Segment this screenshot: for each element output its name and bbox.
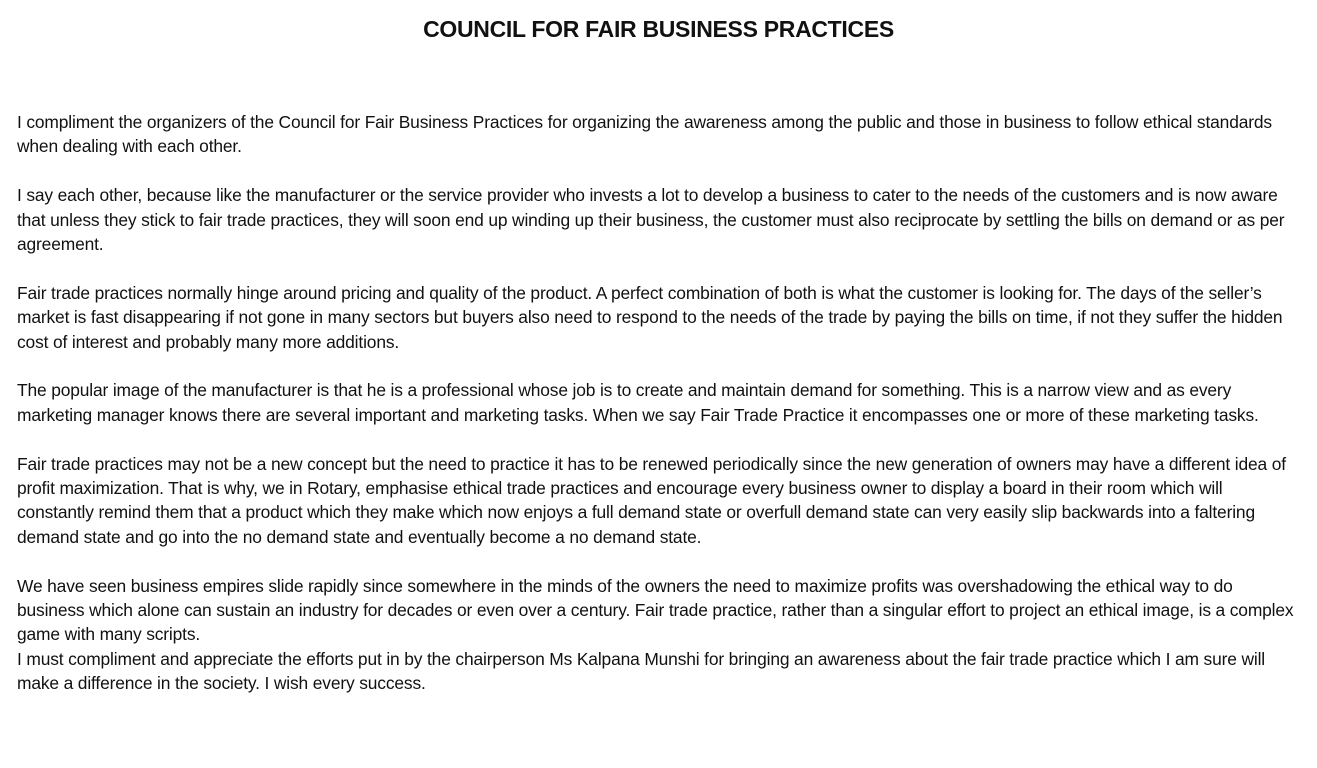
paragraph-3: Fair trade practices normally hinge around pricing and quality of the product. A perfect combination of both is what the customer is looking for. The days of the seller’s market is fast disappearing if not gone in many sectors but buyers also need to respond to the needs of the trade by paying the bills on time, if not they suffer the hidden cost of interest and probably many more additions. <box>17 282 1283 352</box>
paragraph-5: Fair trade practices may not be a new concept but the need to practice it has to be renewed periodically since the new generation of owners may have a different idea of profit maximization. That is why, we in Rotary, emphasise ethical trade practices and encourage every business owner to display a board in their room which will constantly remind them that a product which they make which now enjoys a full demand state or overfull demand state can very easily slip backwards into a faltering demand state and go into the no demand state and eventually become a no demand state. <box>17 453 1286 547</box>
paragraph-4: The popular image of the manufacturer is that he is a professional whose job is to create and maintain demand for something. This is a narrow view and as every marketing manager knows there are several important and marketing tasks. When we say Fair Trade Practice it encompasses one or more of these marketing tasks. <box>17 380 1259 425</box>
paragraph-7: I must compliment and appreciate the efforts put in by the chairperson Ms Kalpana Munshi for bringing an awareness about the fair trade practice which I am sure will make a difference in the society. I wish every success. <box>17 648 1266 694</box>
paragraph-2: I say each other, because like the manufacturer or the service provider who invests a lot to develop a business to cater to the needs of the customers and is now aware that unless they stick to fair trade practices, they will soon end up winding up their business, the customer must also reciprocate by settling the bills on demand or as per agreement. <box>17 185 1285 255</box>
page-title: COUNCIL FOR FAIR BUSINESS PRACTICES <box>423 16 894 42</box>
document-body <box>17 110 1299 696</box>
paragraph-1: I compliment the organizers of the Council for Fair Business Practices for organizing the awareness among the public and those in business to follow ethical standards when dealing with each other. <box>17 112 1272 157</box>
paragraph-6: We have seen business empires slide rapidly since somewhere in the minds of the owners the need to maximize profits was overshadowing the ethical way to do business which alone can sustain an industry for decades or even over a century. Fair trade practice, rather than a singular effort to project an ethical image, is a complex game with many scripts. <box>17 575 1294 645</box>
